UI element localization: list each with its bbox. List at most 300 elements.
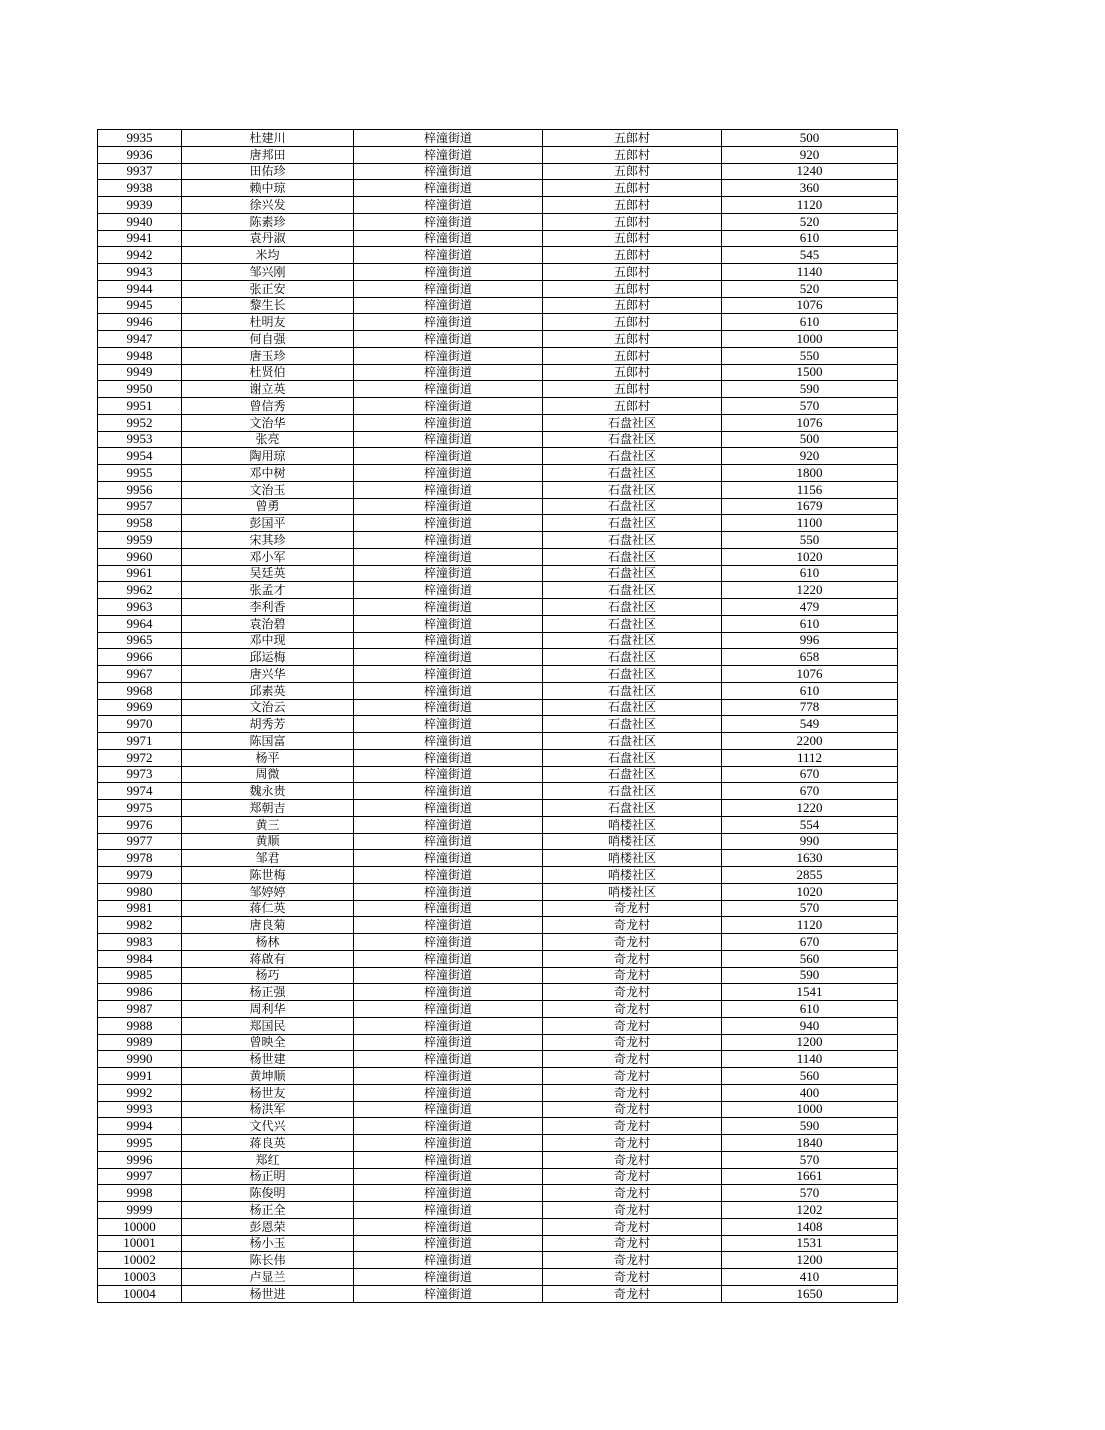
row-number-cell: 9969 [98, 699, 182, 716]
amount-cell: 670 [722, 766, 898, 783]
community-cell: 石盘社区 [543, 498, 722, 515]
table-row [98, 699, 898, 716]
row-number-cell: 9973 [98, 766, 182, 783]
name-cell: 彭国平 [182, 515, 354, 532]
row-number-cell: 9948 [98, 347, 182, 364]
name-cell: 邓中树 [182, 465, 354, 482]
community-cell: 奇龙村 [543, 967, 722, 984]
community-cell: 奇龙村 [543, 1202, 722, 1219]
street-cell: 梓潼街道 [354, 314, 543, 331]
amount-cell: 996 [722, 632, 898, 649]
street-cell: 梓潼街道 [354, 280, 543, 297]
community-cell: 石盘社区 [543, 666, 722, 683]
name-cell: 曾映全 [182, 1034, 354, 1051]
row-number-cell: 9953 [98, 431, 182, 448]
community-cell: 奇龙村 [543, 1068, 722, 1085]
community-cell: 五郎村 [543, 297, 722, 314]
community-cell: 石盘社区 [543, 565, 722, 582]
amount-cell: 1650 [722, 1285, 898, 1302]
row-number-cell: 9970 [98, 716, 182, 733]
name-cell: 郑朝吉 [182, 800, 354, 817]
row-number-cell: 9943 [98, 264, 182, 281]
name-cell: 米均 [182, 247, 354, 264]
amount-cell: 590 [722, 967, 898, 984]
amount-cell: 554 [722, 816, 898, 833]
amount-cell: 1202 [722, 1202, 898, 1219]
row-number-cell: 9988 [98, 1017, 182, 1034]
table-row [98, 1034, 898, 1051]
amount-cell: 360 [722, 180, 898, 197]
name-cell: 邱运梅 [182, 649, 354, 666]
amount-cell: 1679 [722, 498, 898, 515]
amount-cell: 500 [722, 130, 898, 147]
row-number-cell: 9991 [98, 1068, 182, 1085]
name-cell: 蒋啟有 [182, 950, 354, 967]
name-cell: 郑国民 [182, 1017, 354, 1034]
community-cell: 奇龙村 [543, 1051, 722, 1068]
community-cell: 哨楼社区 [543, 833, 722, 850]
row-number-cell: 9964 [98, 615, 182, 632]
amount-cell: 920 [722, 146, 898, 163]
street-cell: 梓潼街道 [354, 347, 543, 364]
street-cell: 梓潼街道 [354, 398, 543, 415]
row-number-cell: 9998 [98, 1185, 182, 1202]
street-cell: 梓潼街道 [354, 532, 543, 549]
amount-cell: 610 [722, 314, 898, 331]
street-cell: 梓潼街道 [354, 247, 543, 264]
table-row [98, 1051, 898, 1068]
row-number-cell: 9960 [98, 548, 182, 565]
row-number-cell: 9941 [98, 230, 182, 247]
name-cell: 宋其珍 [182, 532, 354, 549]
name-cell: 杨正强 [182, 984, 354, 1001]
name-cell: 胡秀芳 [182, 716, 354, 733]
street-cell: 梓潼街道 [354, 548, 543, 565]
street-cell: 梓潼街道 [354, 1185, 543, 1202]
name-cell: 邱素英 [182, 682, 354, 699]
name-cell: 杨巧 [182, 967, 354, 984]
community-cell: 五郎村 [543, 163, 722, 180]
row-number-cell: 9942 [98, 247, 182, 264]
street-cell: 梓潼街道 [354, 465, 543, 482]
row-number-cell: 9968 [98, 682, 182, 699]
street-cell: 梓潼街道 [354, 917, 543, 934]
amount-cell: 1220 [722, 800, 898, 817]
street-cell: 梓潼街道 [354, 649, 543, 666]
row-number-cell: 9938 [98, 180, 182, 197]
name-cell: 周微 [182, 766, 354, 783]
amount-cell: 610 [722, 615, 898, 632]
table-row [98, 632, 898, 649]
amount-cell: 610 [722, 682, 898, 699]
street-cell: 梓潼街道 [354, 766, 543, 783]
street-cell: 梓潼街道 [354, 146, 543, 163]
amount-cell: 2855 [722, 867, 898, 884]
community-cell: 奇龙村 [543, 1101, 722, 1118]
community-cell: 奇龙村 [543, 1017, 722, 1034]
row-number-cell: 9986 [98, 984, 182, 1001]
amount-cell: 1020 [722, 548, 898, 565]
name-cell: 杨世友 [182, 1084, 354, 1101]
community-cell: 石盘社区 [543, 649, 722, 666]
table-row [98, 1235, 898, 1252]
amount-cell: 1000 [722, 331, 898, 348]
table-row [98, 984, 898, 1001]
amount-cell: 610 [722, 565, 898, 582]
amount-cell: 1120 [722, 197, 898, 214]
name-cell: 陶用琼 [182, 448, 354, 465]
table-row [98, 264, 898, 281]
amount-cell: 549 [722, 716, 898, 733]
community-cell: 奇龙村 [543, 1285, 722, 1302]
amount-cell: 1020 [722, 883, 898, 900]
table-row [98, 615, 898, 632]
name-cell: 陈素珍 [182, 213, 354, 230]
street-cell: 梓潼街道 [354, 850, 543, 867]
community-cell: 奇龙村 [543, 1151, 722, 1168]
row-number-cell: 9997 [98, 1168, 182, 1185]
table-row [98, 883, 898, 900]
row-number-cell: 9946 [98, 314, 182, 331]
name-cell: 彭恩荣 [182, 1218, 354, 1235]
row-number-cell: 9947 [98, 331, 182, 348]
street-cell: 梓潼街道 [354, 599, 543, 616]
community-cell: 五郎村 [543, 398, 722, 415]
name-cell: 蒋良英 [182, 1135, 354, 1152]
street-cell: 梓潼街道 [354, 481, 543, 498]
table-row [98, 130, 898, 147]
row-number-cell: 9976 [98, 816, 182, 833]
street-cell: 梓潼街道 [354, 163, 543, 180]
table-row [98, 414, 898, 431]
table-row [98, 1017, 898, 1034]
street-cell: 梓潼街道 [354, 1068, 543, 1085]
amount-cell: 520 [722, 213, 898, 230]
table-row [98, 197, 898, 214]
table-row [98, 565, 898, 582]
amount-cell: 670 [722, 783, 898, 800]
community-cell: 石盘社区 [543, 448, 722, 465]
name-cell: 黄三 [182, 816, 354, 833]
table-row [98, 950, 898, 967]
community-cell: 五郎村 [543, 264, 722, 281]
street-cell: 梓潼街道 [354, 1218, 543, 1235]
street-cell: 梓潼街道 [354, 867, 543, 884]
community-cell: 石盘社区 [543, 414, 722, 431]
street-cell: 梓潼街道 [354, 733, 543, 750]
community-cell: 石盘社区 [543, 548, 722, 565]
street-cell: 梓潼街道 [354, 431, 543, 448]
community-cell: 石盘社区 [543, 599, 722, 616]
table-row [98, 800, 898, 817]
row-number-cell: 9971 [98, 733, 182, 750]
amount-cell: 1076 [722, 414, 898, 431]
table-row [98, 247, 898, 264]
row-number-cell: 9954 [98, 448, 182, 465]
row-number-cell: 9944 [98, 280, 182, 297]
community-cell: 五郎村 [543, 364, 722, 381]
data-table [97, 129, 898, 1303]
community-cell: 石盘社区 [543, 699, 722, 716]
community-cell: 奇龙村 [543, 1135, 722, 1152]
street-cell: 梓潼街道 [354, 716, 543, 733]
community-cell: 石盘社区 [543, 682, 722, 699]
amount-cell: 410 [722, 1269, 898, 1286]
name-cell: 杨洪军 [182, 1101, 354, 1118]
community-cell: 石盘社区 [543, 515, 722, 532]
street-cell: 梓潼街道 [354, 749, 543, 766]
table-row [98, 448, 898, 465]
street-cell: 梓潼街道 [354, 381, 543, 398]
street-cell: 梓潼街道 [354, 498, 543, 515]
table-row [98, 146, 898, 163]
community-cell: 奇龙村 [543, 934, 722, 951]
row-number-cell: 9940 [98, 213, 182, 230]
community-cell: 五郎村 [543, 347, 722, 364]
table-row [98, 1285, 898, 1302]
community-cell: 石盘社区 [543, 632, 722, 649]
community-cell: 五郎村 [543, 146, 722, 163]
street-cell: 梓潼街道 [354, 934, 543, 951]
community-cell: 奇龙村 [543, 917, 722, 934]
street-cell: 梓潼街道 [354, 582, 543, 599]
amount-cell: 550 [722, 347, 898, 364]
amount-cell: 590 [722, 1118, 898, 1135]
street-cell: 梓潼街道 [354, 682, 543, 699]
table-body [98, 130, 898, 1303]
row-number-cell: 9989 [98, 1034, 182, 1051]
row-number-cell: 9995 [98, 1135, 182, 1152]
street-cell: 梓潼街道 [354, 331, 543, 348]
table-row [98, 716, 898, 733]
row-number-cell: 9975 [98, 800, 182, 817]
table-row [98, 213, 898, 230]
name-cell: 杨正明 [182, 1168, 354, 1185]
community-cell: 奇龙村 [543, 1218, 722, 1235]
table-row [98, 850, 898, 867]
amount-cell: 920 [722, 448, 898, 465]
street-cell: 梓潼街道 [354, 1101, 543, 1118]
name-cell: 何自强 [182, 331, 354, 348]
amount-cell: 1000 [722, 1101, 898, 1118]
community-cell: 哨楼社区 [543, 883, 722, 900]
table-row [98, 481, 898, 498]
community-cell: 奇龙村 [543, 1001, 722, 1018]
table-row [98, 297, 898, 314]
table-row [98, 431, 898, 448]
amount-cell: 610 [722, 230, 898, 247]
table-row [98, 347, 898, 364]
community-cell: 五郎村 [543, 247, 722, 264]
amount-cell: 1220 [722, 582, 898, 599]
amount-cell: 1100 [722, 515, 898, 532]
amount-cell: 560 [722, 950, 898, 967]
name-cell: 文治玉 [182, 481, 354, 498]
street-cell: 梓潼街道 [354, 800, 543, 817]
amount-cell: 1800 [722, 465, 898, 482]
community-cell: 五郎村 [543, 280, 722, 297]
street-cell: 梓潼街道 [354, 1235, 543, 1252]
name-cell: 文治云 [182, 699, 354, 716]
name-cell: 黄坤顺 [182, 1068, 354, 1085]
amount-cell: 590 [722, 381, 898, 398]
amount-cell: 500 [722, 431, 898, 448]
street-cell: 梓潼街道 [354, 699, 543, 716]
community-cell: 石盘社区 [543, 800, 722, 817]
row-number-cell: 9935 [98, 130, 182, 147]
name-cell: 郑红 [182, 1151, 354, 1168]
name-cell: 杨世建 [182, 1051, 354, 1068]
community-cell: 奇龙村 [543, 1118, 722, 1135]
row-number-cell: 9966 [98, 649, 182, 666]
community-cell: 石盘社区 [543, 766, 722, 783]
amount-cell: 670 [722, 934, 898, 951]
street-cell: 梓潼街道 [354, 1252, 543, 1269]
name-cell: 陈俊明 [182, 1185, 354, 1202]
street-cell: 梓潼街道 [354, 950, 543, 967]
street-cell: 梓潼街道 [354, 666, 543, 683]
amount-cell: 1076 [722, 666, 898, 683]
table-row [98, 967, 898, 984]
community-cell: 石盘社区 [543, 733, 722, 750]
row-number-cell: 9996 [98, 1151, 182, 1168]
table-row [98, 934, 898, 951]
name-cell: 邓小军 [182, 548, 354, 565]
row-number-cell: 9984 [98, 950, 182, 967]
community-cell: 五郎村 [543, 197, 722, 214]
community-cell: 石盘社区 [543, 716, 722, 733]
row-number-cell: 9965 [98, 632, 182, 649]
table-row [98, 1084, 898, 1101]
row-number-cell: 9961 [98, 565, 182, 582]
name-cell: 陈长伟 [182, 1252, 354, 1269]
community-cell: 石盘社区 [543, 465, 722, 482]
community-cell: 石盘社区 [543, 532, 722, 549]
street-cell: 梓潼街道 [354, 984, 543, 1001]
street-cell: 梓潼街道 [354, 1051, 543, 1068]
amount-cell: 1200 [722, 1252, 898, 1269]
name-cell: 杨小玉 [182, 1235, 354, 1252]
table-row [98, 280, 898, 297]
community-cell: 石盘社区 [543, 615, 722, 632]
table-row [98, 1202, 898, 1219]
row-number-cell: 9963 [98, 599, 182, 616]
table-row [98, 599, 898, 616]
street-cell: 梓潼街道 [354, 1017, 543, 1034]
street-cell: 梓潼街道 [354, 1034, 543, 1051]
community-cell: 奇龙村 [543, 984, 722, 1001]
name-cell: 唐良菊 [182, 917, 354, 934]
table-row [98, 364, 898, 381]
street-cell: 梓潼街道 [354, 1168, 543, 1185]
name-cell: 杜贤伯 [182, 364, 354, 381]
row-number-cell: 9980 [98, 883, 182, 900]
table-row [98, 582, 898, 599]
name-cell: 周利华 [182, 1001, 354, 1018]
community-cell: 奇龙村 [543, 1168, 722, 1185]
row-number-cell: 9974 [98, 783, 182, 800]
community-cell: 五郎村 [543, 130, 722, 147]
table-row [98, 314, 898, 331]
table-row [98, 733, 898, 750]
table-row [98, 381, 898, 398]
community-cell: 奇龙村 [543, 1185, 722, 1202]
row-number-cell: 9957 [98, 498, 182, 515]
amount-cell: 550 [722, 532, 898, 549]
row-number-cell: 9955 [98, 465, 182, 482]
community-cell: 五郎村 [543, 314, 722, 331]
table-row [98, 230, 898, 247]
name-cell: 曾勇 [182, 498, 354, 515]
community-cell: 奇龙村 [543, 900, 722, 917]
name-cell: 唐玉珍 [182, 347, 354, 364]
street-cell: 梓潼街道 [354, 816, 543, 833]
street-cell: 梓潼街道 [354, 900, 543, 917]
table-row [98, 900, 898, 917]
row-number-cell: 9990 [98, 1051, 182, 1068]
name-cell: 袁丹淑 [182, 230, 354, 247]
street-cell: 梓潼街道 [354, 197, 543, 214]
name-cell: 魏永贵 [182, 783, 354, 800]
name-cell: 陈世梅 [182, 867, 354, 884]
street-cell: 梓潼街道 [354, 1151, 543, 1168]
amount-cell: 1076 [722, 297, 898, 314]
row-number-cell: 9992 [98, 1084, 182, 1101]
table-row [98, 749, 898, 766]
amount-cell: 570 [722, 1185, 898, 1202]
street-cell: 梓潼街道 [354, 180, 543, 197]
street-cell: 梓潼街道 [354, 783, 543, 800]
name-cell: 邹君 [182, 850, 354, 867]
community-cell: 石盘社区 [543, 783, 722, 800]
street-cell: 梓潼街道 [354, 1135, 543, 1152]
community-cell: 五郎村 [543, 213, 722, 230]
street-cell: 梓潼街道 [354, 1202, 543, 1219]
row-number-cell: 9979 [98, 867, 182, 884]
street-cell: 梓潼街道 [354, 967, 543, 984]
table-row [98, 498, 898, 515]
amount-cell: 1661 [722, 1168, 898, 1185]
row-number-cell: 9959 [98, 532, 182, 549]
name-cell: 赖中琼 [182, 180, 354, 197]
row-number-cell: 9950 [98, 381, 182, 398]
street-cell: 梓潼街道 [354, 297, 543, 314]
name-cell: 杜建川 [182, 130, 354, 147]
row-number-cell: 9956 [98, 481, 182, 498]
row-number-cell: 10002 [98, 1252, 182, 1269]
row-number-cell: 9993 [98, 1101, 182, 1118]
name-cell: 杜明友 [182, 314, 354, 331]
row-number-cell: 9982 [98, 917, 182, 934]
name-cell: 袁治碧 [182, 615, 354, 632]
name-cell: 文治华 [182, 414, 354, 431]
amount-cell: 610 [722, 1001, 898, 1018]
street-cell: 梓潼街道 [354, 1084, 543, 1101]
amount-cell: 1840 [722, 1135, 898, 1152]
table-row [98, 331, 898, 348]
amount-cell: 570 [722, 398, 898, 415]
amount-cell: 1140 [722, 264, 898, 281]
table-row [98, 649, 898, 666]
table-row [98, 1252, 898, 1269]
community-cell: 奇龙村 [543, 1034, 722, 1051]
row-number-cell: 9978 [98, 850, 182, 867]
street-cell: 梓潼街道 [354, 515, 543, 532]
community-cell: 奇龙村 [543, 1269, 722, 1286]
name-cell: 陈国富 [182, 733, 354, 750]
street-cell: 梓潼街道 [354, 632, 543, 649]
name-cell: 杨世进 [182, 1285, 354, 1302]
